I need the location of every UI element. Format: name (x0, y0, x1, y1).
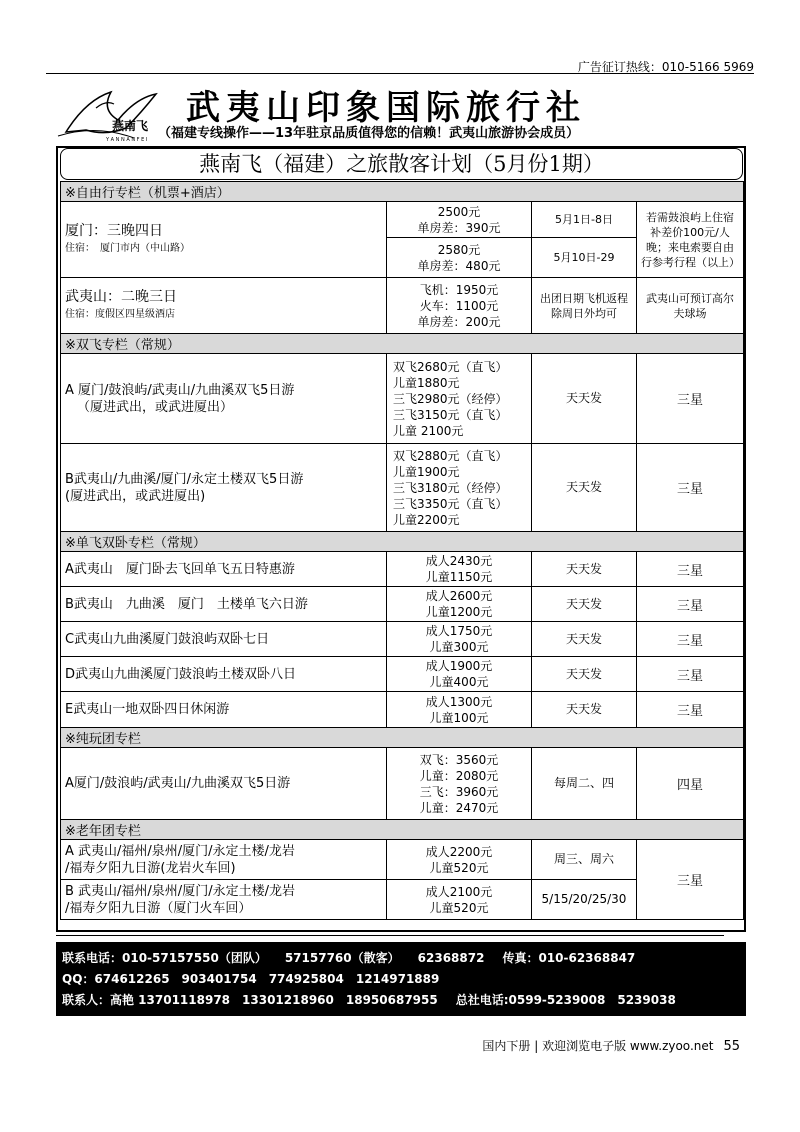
price-child: 儿童300元 (429, 640, 489, 654)
price-cell (387, 444, 532, 532)
route-title: B 武夷山/福州/泉州/厦门/永定土楼/龙岩 (65, 883, 295, 899)
route-title: A 武夷山/福州/泉州/厦门/永定土楼/龙岩 (65, 843, 295, 859)
route-note: /福寿夕阳九日游（厦门火车回） (65, 900, 252, 916)
route-stay: 住宿：度假区四星级酒店 (65, 308, 175, 320)
route-note: /福寿夕阳九日游(龙岩火车回) (65, 860, 236, 876)
date-cell: 天天发 (532, 622, 637, 657)
ad-hotline: 广告征订热线：010-5166 5969 (577, 60, 754, 74)
route-senior-a (61, 840, 387, 880)
price-line: 双飞：3560元 (419, 752, 499, 767)
price-cell (387, 278, 532, 334)
price-cell (387, 880, 532, 920)
price-line: 双飞2680元（直飞） (393, 359, 508, 374)
route-single-a: A武夷山 厦门卧去飞回单飞五日特惠游 (61, 552, 387, 587)
grade-cell: 三星 (637, 587, 744, 622)
price-child: 儿童520元 (429, 900, 489, 915)
grade-cell: 四星 (637, 748, 744, 820)
plan-title: 燕南飞（福建）之旅散客计划（5月份1期） (60, 148, 743, 180)
price-adult: 成人2600元 (425, 589, 493, 603)
price-line: 儿童：2470元 (419, 800, 499, 815)
section-free-travel: ※自由行专栏（机票+酒店） (61, 182, 744, 202)
grade-cell: 三星 (637, 354, 744, 444)
date-cell: 天天发 (532, 444, 637, 532)
route-wuyi-free (61, 278, 387, 334)
date-cell: 天天发 (532, 552, 637, 587)
route-single-d: D武夷山九曲溪厦门鼓浪屿土楼双卧八日 (61, 657, 387, 692)
single-supplement: 单房差：200元 (417, 314, 501, 329)
date-cell: 天天发 (532, 692, 637, 728)
route-title: A 厦门/鼓浪屿/武夷山/九曲溪双飞5日游 (65, 382, 295, 398)
date-cell: 每周二、四 (532, 748, 637, 820)
price-adult: 成人2430元 (425, 554, 493, 568)
price-cell (387, 840, 532, 880)
price: 2580元 (437, 242, 481, 257)
price-cell (387, 238, 532, 278)
price-cell (387, 692, 532, 728)
grade-cell: 三星 (637, 622, 744, 657)
price-line: 儿童：2080元 (419, 768, 499, 783)
header-divider (46, 73, 754, 74)
price-child: 儿童400元 (429, 675, 489, 689)
price-adult: 成人1300元 (425, 694, 493, 709)
tour-plan-table (60, 181, 744, 920)
price-line: 三飞3150元（直飞） (393, 407, 508, 422)
price-adult: 成人1750元 (425, 624, 493, 638)
grade-cell: 三星 (637, 444, 744, 532)
contact-qq: QQ：674612265 903401754 774925804 1214971889 (62, 972, 440, 986)
route-single-c: C武夷山九曲溪厦门鼓浪屿双卧七日 (61, 622, 387, 657)
header (46, 76, 754, 146)
hq-phone: 总社电话:0599-5239008 5239038 (455, 993, 676, 1007)
price-adult: 成人2100元 (425, 884, 493, 899)
grade-cell: 三星 (637, 692, 744, 728)
route-title: B武夷山/九曲溪/厦门/永定土楼双飞5日游 (65, 471, 304, 487)
phone-single: 57157760（散客） (284, 951, 400, 965)
page-number: 55 (723, 1039, 740, 1054)
price-child: 儿童1150元 (425, 570, 493, 584)
route-pure-a: A厦门/鼓浪屿/武夷山/九曲溪双飞5日游 (61, 748, 387, 820)
price-cell (387, 622, 532, 657)
price-line: 儿童2200元 (393, 512, 460, 527)
section-senior-tour: ※老年团专栏 (61, 820, 744, 840)
date-cell: 5月1日-8日 (532, 202, 637, 238)
company-name: 武夷山印象国际旅行社 (186, 88, 586, 128)
logo-text: 燕南飞 (112, 119, 149, 133)
price-child: 儿童520元 (429, 860, 489, 875)
swallow-logo (56, 80, 166, 142)
route-xiamen-free (61, 202, 387, 278)
date-cell: 5月10日-29 (532, 238, 637, 278)
route-senior-b (61, 880, 387, 920)
grade-cell: 三星 (637, 657, 744, 692)
date-cell: 出团日期飞机返程除周日外均可 (532, 278, 637, 334)
price-line: 三飞3350元（直飞） (393, 496, 508, 511)
price-adult: 成人2200元 (425, 844, 493, 859)
route-double-b (61, 444, 387, 532)
price-line: 儿童1900元 (393, 464, 460, 479)
contact-box (56, 942, 746, 1016)
contact-people-line (62, 990, 740, 1011)
contact-phones (62, 948, 740, 969)
price-line: 儿童1880元 (393, 375, 460, 390)
price-line: 双飞2880元（直飞） (393, 448, 508, 463)
fax: 传真：010-62368847 (502, 951, 636, 965)
phone-extra: 62368872 (417, 951, 485, 965)
single-supplement: 单房差：390元 (417, 220, 501, 235)
date-cell: 5/15/20/25/30 (532, 880, 637, 920)
contact-divider (56, 935, 724, 936)
price-line: 三飞3180元（经停） (393, 480, 508, 495)
route-single-e: E武夷山一地双卧四日休闲游 (61, 692, 387, 728)
price-cell (387, 354, 532, 444)
page-footer (482, 1037, 740, 1054)
price-plane: 飞机：1950元 (419, 282, 499, 297)
route-title: 武夷山：二晚三日 (65, 288, 177, 305)
date-cell: 天天发 (532, 354, 637, 444)
price-cell (387, 587, 532, 622)
phone-team: 联系电话：010-57157550（团队） (62, 951, 267, 965)
section-single-fly: ※单飞双卧专栏（常规） (61, 532, 744, 552)
section-pure-tour: ※纯玩团专栏 (61, 728, 744, 748)
logo-subtext: Y A N N A N F E I (106, 137, 148, 142)
route-stay: 住宿： 厦门市内（中山路） (65, 242, 190, 254)
contact-people: 联系人：高艳 13701118978 13301218960 18950687955 (62, 993, 438, 1007)
price-line: 三飞：3960元 (419, 784, 499, 799)
date-cell: 天天发 (532, 587, 637, 622)
single-supplement: 单房差：480元 (417, 258, 501, 273)
note-wuyi: 武夷山可预订高尔夫球场 (637, 278, 744, 334)
route-double-a (61, 354, 387, 444)
date-cell: 周三、周六 (532, 840, 637, 880)
route-title: 厦门：三晚四日 (65, 222, 163, 239)
price-cell (387, 748, 532, 820)
price-adult: 成人1900元 (425, 659, 493, 673)
section-double-fly: ※双飞专栏（常规） (61, 334, 744, 354)
route-note: （厦进武出，或武进厦出） (77, 399, 234, 415)
price-train: 火车：1100元 (419, 298, 499, 313)
note-xiamen: 若需鼓浪屿上住宿补差价100元/人晚；来电索要自由行参考行程（以上） (637, 202, 744, 278)
price-line: 三飞2980元（经停） (393, 391, 508, 406)
footer-text: 国内下册 | 欢迎浏览电子版 www.zyoo.net (482, 1039, 714, 1053)
price-line: 儿童 2100元 (393, 423, 464, 438)
price: 2500元 (437, 204, 481, 219)
price-cell (387, 657, 532, 692)
date-cell: 天天发 (532, 657, 637, 692)
route-note: (厦进武出，或武进厦出) (65, 488, 206, 504)
price-cell (387, 552, 532, 587)
company-tagline: （福建专线操作——13年驻京品质值得您的信赖！武夷山旅游协会成员） (158, 126, 580, 141)
price-cell (387, 202, 532, 238)
grade-cell: 三星 (637, 552, 744, 587)
grade-cell: 三星 (637, 840, 744, 920)
price-child: 儿童100元 (429, 710, 489, 725)
price-child: 儿童1200元 (425, 605, 493, 619)
route-single-b: B武夷山 九曲溪 厦门 土楼单飞六日游 (61, 587, 387, 622)
